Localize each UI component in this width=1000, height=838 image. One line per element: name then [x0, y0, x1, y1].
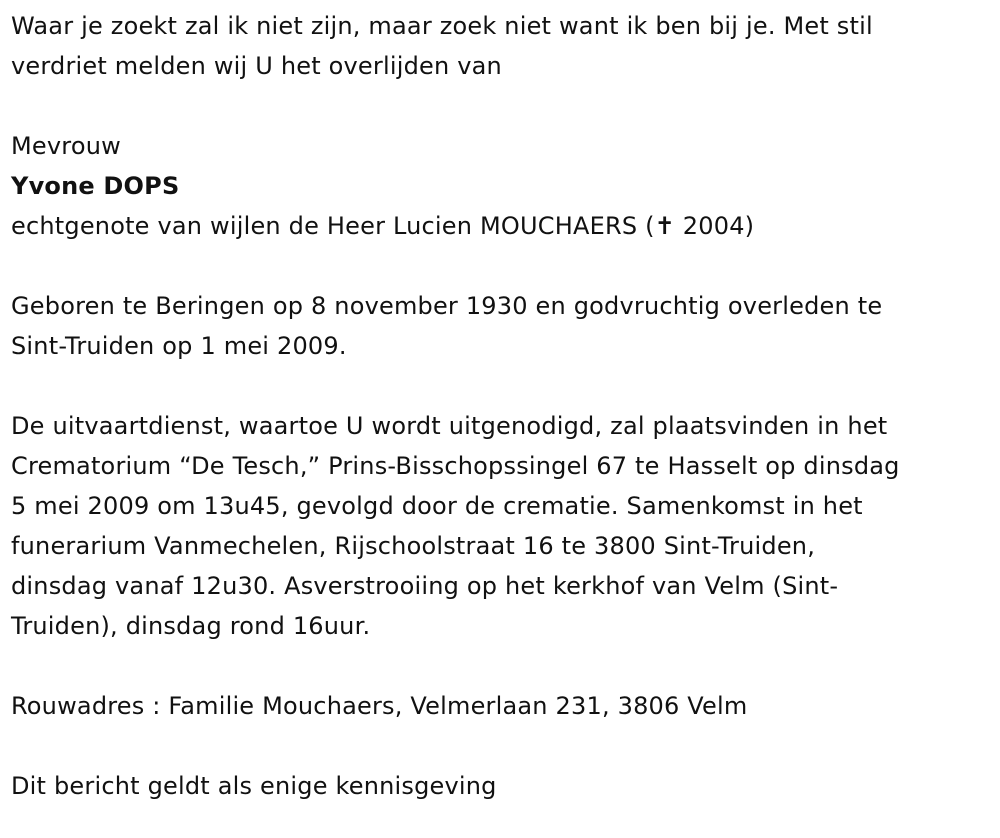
mourning-address: Rouwadres : Familie Mouchaers, Velmerlaan 231, 3806 Velm	[11, 692, 748, 720]
funeral-line-1: De uitvaartdienst, waartoe U wordt uitgenodigd, zal plaatsvinden in het	[11, 412, 888, 440]
funeral-line-6: Truiden), dinsdag rond 16uur.	[11, 612, 371, 640]
spacer	[11, 726, 986, 766]
spouse-line: echtgenote van wijlen de Heer Lucien MOUCHAERS (✝ 2004)	[11, 212, 755, 240]
intro-line-1: Waar je zoekt zal ik niet zijn, maar zoek niet want ik ben bij je. Met stil	[11, 12, 873, 40]
spacer	[11, 646, 986, 686]
birth-death-paragraph	[11, 286, 986, 366]
funeral-line-4: funerarium Vanmechelen, Rijschoolstraat 16 te 3800 Sint-Truiden,	[11, 532, 816, 560]
honorific: Mevrouw	[11, 132, 121, 160]
spacer	[11, 86, 986, 126]
funeral-paragraph	[11, 406, 986, 646]
deceased-name: Yvone DOPS	[11, 172, 180, 200]
funeral-line-5: dinsdag vanaf 12u30. Asverstrooiing op het kerkhof van Velm (Sint-	[11, 572, 839, 600]
birth-death-line-2: Sint-Truiden op 1 mei 2009.	[11, 332, 347, 360]
spacer	[11, 246, 986, 286]
funeral-line-3: 5 mei 2009 om 13u45, gevolgd door de crematie. Samenkomst in het	[11, 492, 863, 520]
intro-paragraph	[11, 6, 986, 86]
funeral-line-2: Crematorium “De Tesch,” Prins-Bisschopssingel 67 te Hasselt op dinsdag	[11, 452, 900, 480]
obituary-notice	[11, 6, 986, 806]
spacer	[11, 366, 986, 406]
closing-note: Dit bericht geldt als enige kennisgeving	[11, 772, 497, 800]
intro-line-2: verdriet melden wij U het overlijden van	[11, 52, 502, 80]
birth-death-line-1: Geboren te Beringen op 8 november 1930 en godvruchtig overleden te	[11, 292, 883, 320]
